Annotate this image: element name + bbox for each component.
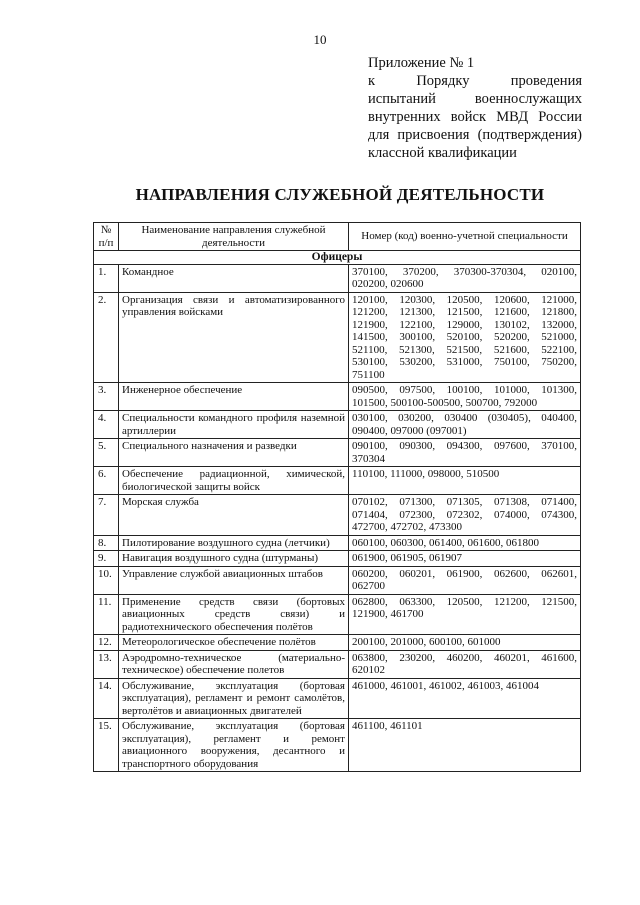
row-number: 3. xyxy=(94,383,119,411)
row-codes: 200100, 201000, 600100, 601000 xyxy=(349,635,581,651)
appendix-line: классной квалификации xyxy=(368,145,517,161)
appendix-line: внутренних войск МВД России xyxy=(368,109,582,125)
row-codes: 061900, 061905, 061907 xyxy=(349,551,581,567)
row-number: 11. xyxy=(94,594,119,635)
row-name: Командное xyxy=(119,264,349,292)
row-name: Управление службой авиационных штабов xyxy=(119,566,349,594)
row-number: 5. xyxy=(94,439,119,467)
row-number: 12. xyxy=(94,635,119,651)
row-number: 9. xyxy=(94,551,119,567)
row-codes: 090500, 097500, 100100, 101000, 101300, 101500, 500100-500500, 500700, 792000 xyxy=(349,383,581,411)
table-row xyxy=(94,439,581,467)
table-row xyxy=(94,678,581,719)
row-name: Обеспечение радиационной, химической, биологической защиты войск xyxy=(119,467,349,495)
activity-table xyxy=(93,222,581,772)
table-row xyxy=(94,292,581,383)
table-row xyxy=(94,566,581,594)
table-row xyxy=(94,650,581,678)
row-number: 6. xyxy=(94,467,119,495)
row-number: 10. xyxy=(94,566,119,594)
header-code: Номер (код) военно-учетной специальности xyxy=(349,223,581,251)
row-codes: 461000, 461001, 461002, 461003, 461004 xyxy=(349,678,581,719)
row-number: 4. xyxy=(94,411,119,439)
row-name: Пилотирование воздушного судна (летчики) xyxy=(119,535,349,551)
table-row xyxy=(94,635,581,651)
row-name: Морская служба xyxy=(119,495,349,536)
row-codes: 060200, 060201, 061900, 062600, 062601, 062700 xyxy=(349,566,581,594)
row-number: 15. xyxy=(94,719,119,772)
row-name: Аэродромно-техническое (материально-техническое) обеспечение полетов xyxy=(119,650,349,678)
appendix-line: испытаний военнослужащих xyxy=(368,91,582,107)
table-row xyxy=(94,411,581,439)
appendix-header xyxy=(368,54,582,162)
row-number: 1. xyxy=(94,264,119,292)
row-number: 8. xyxy=(94,535,119,551)
row-codes: 090100, 090300, 094300, 097600, 370100, 370304 xyxy=(349,439,581,467)
row-codes: 370100, 370200, 370300-370304, 020100, 020200, 020600 xyxy=(349,264,581,292)
row-name: Применение средств связи (бортовых авиационных средств связи) и радиотехнического обеспечения полётов xyxy=(119,594,349,635)
table-row xyxy=(94,719,581,772)
row-number: 2. xyxy=(94,292,119,383)
table-row xyxy=(94,495,581,536)
row-number: 7. xyxy=(94,495,119,536)
row-name: Навигация воздушного судна (штурманы) xyxy=(119,551,349,567)
header-name: Наименование направления служебной деятельности xyxy=(119,223,349,251)
section-row xyxy=(94,251,581,265)
row-codes: 070102, 071300, 071305, 071308, 071400, 071404, 072300, 072302, 074000, 074300, 472700, 472702, 473300 xyxy=(349,495,581,536)
row-number: 13. xyxy=(94,650,119,678)
row-name: Инженерное обеспечение xyxy=(119,383,349,411)
page-number: 10 xyxy=(313,32,327,47)
table-row xyxy=(94,383,581,411)
appendix-title: Приложение № 1 xyxy=(368,55,475,71)
row-name: Специального назначения и разведки xyxy=(119,439,349,467)
page-title: НАПРАВЛЕНИЯ СЛУЖЕБНОЙ ДЕЯТЕЛЬНОСТИ xyxy=(135,185,545,204)
header-number: № п/п xyxy=(94,223,119,251)
row-number: 14. xyxy=(94,678,119,719)
row-codes: 062800, 063300, 120500, 121200, 121500, 121900, 461700 xyxy=(349,594,581,635)
row-name: Специальности командного профиля наземной артиллерии xyxy=(119,411,349,439)
row-name: Метеорологическое обеспечение полётов xyxy=(119,635,349,651)
row-codes: 461100, 461101 xyxy=(349,719,581,772)
row-codes: 120100, 120300, 120500, 120600, 121000, 121200, 121300, 121500, 121600, 121800, 121900, 122100, 129000, 130102, 132000, 141500, 300100, 520100, 520200, 521000, 521100, 521300, 521500, 521600, 522100, 530100, 530200, 531000, 750100, 750200, 751100 xyxy=(349,292,581,383)
row-codes: 110100, 111000, 098000, 510500 xyxy=(349,467,581,495)
appendix-line: к Порядку проведения xyxy=(368,73,582,89)
row-codes: 060100, 060300, 061400, 061600, 061800 xyxy=(349,535,581,551)
row-codes: 030100, 030200, 030400 (030405), 040400, 090400, 097000 (097001) xyxy=(349,411,581,439)
table-row xyxy=(94,535,581,551)
row-name: Организация связи и автоматизированного управления войсками xyxy=(119,292,349,383)
table-row xyxy=(94,551,581,567)
row-codes: 063800, 230200, 460200, 460201, 461600, 620102 xyxy=(349,650,581,678)
row-name: Обслуживание, эксплуатация (бортовая эксплуатация), регламент и ремонт самолётов, вертолётов и авиационных двигателей xyxy=(119,678,349,719)
table-row xyxy=(94,467,581,495)
section-label: Офицеры xyxy=(94,251,581,265)
table-header-row xyxy=(94,223,581,251)
table-row xyxy=(94,264,581,292)
appendix-line: для присвоения (подтверждения) xyxy=(368,127,582,143)
table-row xyxy=(94,594,581,635)
row-name: Обслуживание, эксплуатация (бортовая эксплуатация), регламент и ремонт авиационного вооружения, десантного и транспортного оборудования xyxy=(119,719,349,772)
